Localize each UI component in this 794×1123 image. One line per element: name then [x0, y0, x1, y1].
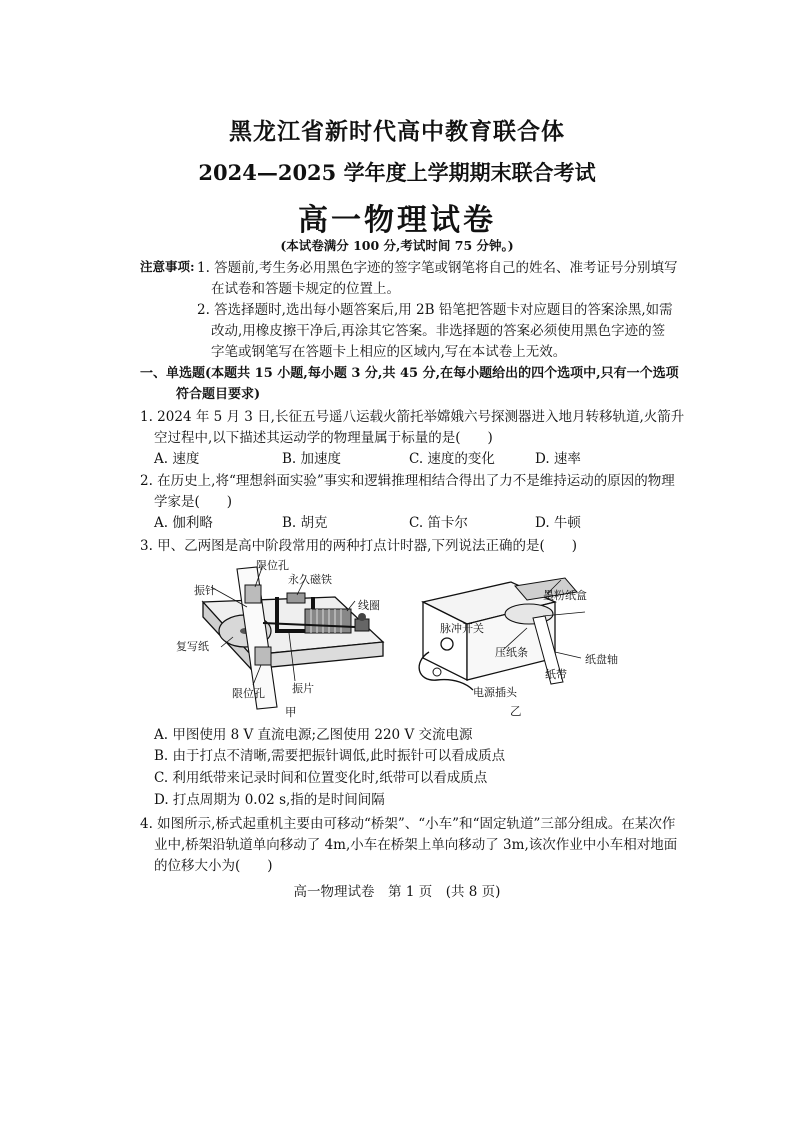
notes-item2-line3: 字笔或钢笔写在答题卡上相应的区域内,写在本试卷上无效。	[211, 344, 567, 360]
section1-heading: 一、单选题(本题共 15 小题,每小题 3 分,共 45 分,在每小题给出的四个选项中,只有一个选项	[140, 366, 679, 381]
fig1-label-magnet: 永久磁铁	[288, 573, 332, 586]
section1-heading-line2: 符合题目要求)	[176, 387, 261, 402]
fig2-label-plug: 电源插头	[473, 686, 517, 699]
notes-item1-line2: 在试卷和答题卡规定的位置上。	[211, 281, 400, 297]
q1-option-a: A. 速度	[154, 451, 200, 467]
notes-item1-line1: 1. 答题前,考生务必用黑色字迹的签字笔或钢笔将自己的姓名、准考证号分别填写	[197, 260, 678, 276]
fig2-label-press-strip: 压纸条	[495, 646, 528, 659]
q3-option-c: C. 利用纸带来记录时间和位置变化时,纸带可以看成质点	[154, 770, 488, 786]
fig1-label-limit-hole-top: 限位孔	[256, 559, 289, 572]
q3-option-d: D. 打点周期为 0.02 s,指的是时间间隔	[154, 792, 385, 808]
q2-option-c: C. 笛卡尔	[409, 515, 468, 531]
fig2-label-toner-box: 墨粉纸盒	[543, 589, 587, 602]
paper-subtitle: (本试卷满分 100 分,考试时间 75 分钟。)	[280, 238, 514, 253]
q1-option-c: C. 速度的变化	[409, 451, 495, 467]
fig2-label-tape: 纸带	[545, 668, 567, 681]
fig1-label-needle: 振针	[194, 584, 216, 597]
q3-option-b: B. 由于打点不清晰,需要把振针调低,此时振针可以看成质点	[154, 748, 506, 764]
fig1-label-vibrating-strip: 振片	[292, 682, 314, 695]
q2-option-d: D. 牛顿	[535, 515, 581, 531]
q2-option-b: B. 胡克	[282, 515, 328, 531]
q4-stem-line3: 的位移大小为( )	[154, 858, 273, 874]
fig1-label-coil: 线圈	[358, 599, 380, 612]
q1-option-b: B. 加速度	[282, 451, 342, 467]
page-footer: 高一物理试卷 第 1 页 (共 8 页)	[293, 884, 501, 900]
q2-stem-line1: 2. 在历史上,将“理想斜面实验”事实和逻辑推理相结合得出了力不是维持运动的原因的物理	[140, 473, 675, 489]
notes-item2-line2: 改动,用橡皮擦干净后,再涂其它答案。非选择题的答案必须使用黑色字迹的签	[211, 323, 666, 339]
fig2-label-pulse-switch: 脉冲开关	[440, 622, 484, 635]
q3-option-a: A. 甲图使用 8 V 直流电源;乙图使用 220 V 交流电源	[154, 727, 473, 743]
q4-stem-line1: 4. 如图所示,桥式起重机主要由可移动“桥架”、“小车”和“固定轨道”三部分组成。在某次作	[140, 816, 676, 832]
fig1-label-carbon-paper: 复写纸	[176, 640, 209, 653]
fig2-label-disc-axis: 纸盘轴	[585, 653, 618, 666]
fig1-caption: 甲	[285, 705, 297, 719]
q3-stem: 3. 甲、乙两图是高中阶段常用的两种打点计时器,下列说法正确的是( )	[140, 538, 577, 554]
q2-option-a: A. 伽利略	[154, 515, 213, 531]
org-title: 黑龙江省新时代高中教育联合体	[229, 118, 565, 145]
q4-stem-line2: 业中,桥架沿轨道单向移动了 4m,小车在桥架上单向移动了 3m,该次作业中小车相对地面	[154, 837, 678, 853]
q1-stem-line2: 空过程中,以下描述其运动学的物理量属于标量的是( )	[154, 430, 493, 446]
notes-label: 注意事项:	[140, 259, 195, 274]
q2-stem-line2: 学家是( )	[154, 494, 233, 510]
notes-item2-line1: 2. 答选择题时,选出每小题答案后,用 2B 铅笔把答题卡对应题目的答案涂黑,如需	[197, 302, 673, 318]
fig2-caption: 乙	[510, 704, 522, 718]
fig1-label-limit-hole-bottom: 限位孔	[232, 687, 265, 700]
paper-title: 高一物理试卷	[298, 203, 496, 238]
q1-option-d: D. 速率	[535, 451, 581, 467]
exam-title: 2024—2025 学年度上学期期末联合考试	[198, 160, 596, 185]
q1-stem-line1: 1. 2024 年 5 月 3 日,长征五号遥八运载火箭托举嫦娥六号探测器进入地月转移轨道,火箭升	[140, 409, 685, 425]
